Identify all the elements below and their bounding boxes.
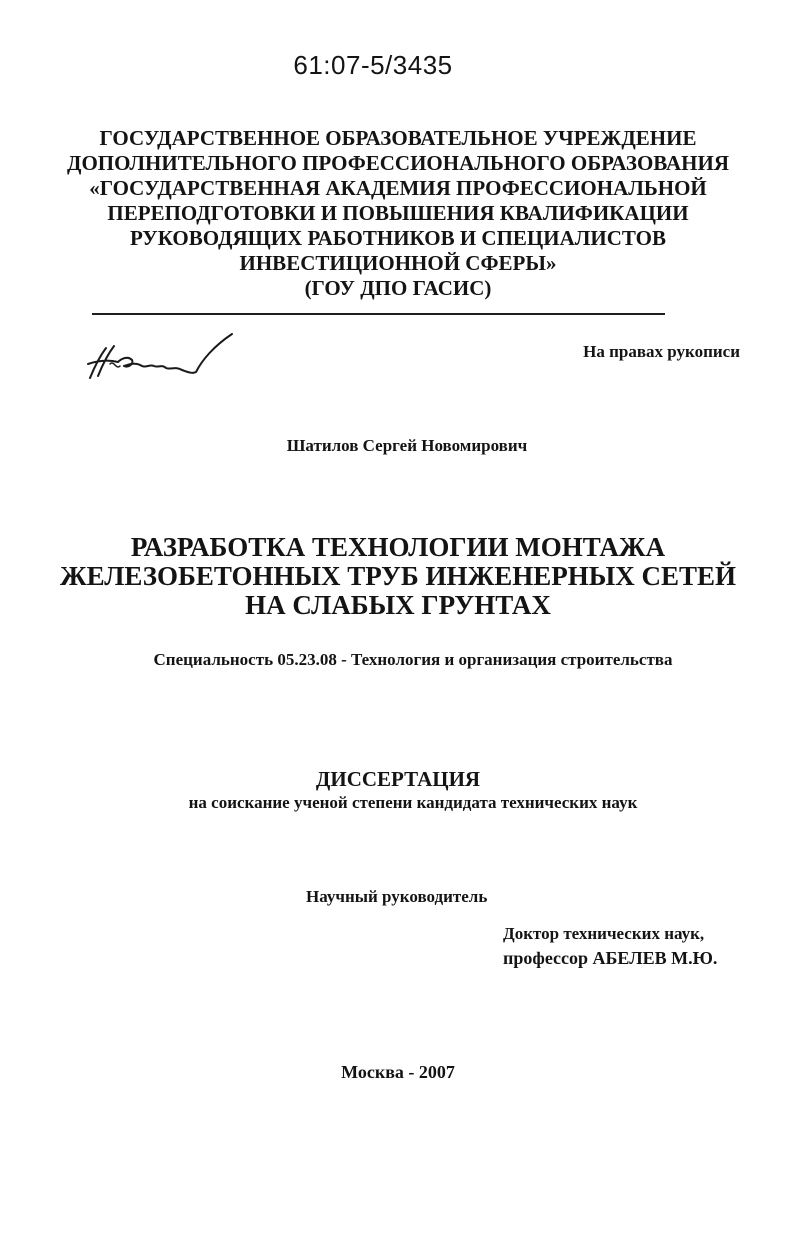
supervisor-heading: Научный руководитель xyxy=(306,887,488,906)
work-type-heading: ДИССЕРТАЦИЯ xyxy=(315,767,481,791)
specialty-line: Специальность 05.23.08 - Технология и организация строительства xyxy=(153,650,673,669)
title-line: РАЗРАБОТКА ТЕХНОЛОГИИ МОНТАЖА xyxy=(130,532,666,562)
institution-line: РУКОВОДЯЩИХ РАБОТНИКОВ И СПЕЦИАЛИСТОВ xyxy=(130,226,666,250)
handwritten-signature xyxy=(80,330,240,390)
institution-line: ПЕРЕПОДГОТОВКИ И ПОВЫШЕНИЯ КВАЛИФИКАЦИИ xyxy=(107,201,689,225)
institution-line: «ГОСУДАРСТВЕННАЯ АКАДЕМИЯ ПРОФЕССИОНАЛЬНОЙ xyxy=(89,176,707,200)
title-line: НА СЛАБЫХ ГРУНТАХ xyxy=(245,590,551,620)
dissertation-title xyxy=(0,533,796,620)
institution-name xyxy=(60,126,736,301)
institution-line: ДОПОЛНИТЕЛЬНОГО ПРОФЕССИОНАЛЬНОГО ОБРАЗОВАНИЯ xyxy=(67,151,729,175)
author-name: Шатилов Сергей Новомирович xyxy=(286,436,528,455)
institution-line: ГОСУДАРСТВЕННОЕ ОБРАЗОВАТЕЛЬНОЕ УЧРЕЖДЕНИЕ xyxy=(99,126,697,150)
title-line: ЖЕЛЕЗОБЕТОННЫХ ТРУБ ИНЖЕНЕРНЫХ СЕТЕЙ xyxy=(59,561,737,591)
manuscript-rights-note: На правах рукописи xyxy=(583,342,740,361)
institution-line: ИНВЕСТИЦИОННОЙ СФЕРЫ» xyxy=(239,251,557,275)
supervisor-details xyxy=(503,922,717,970)
supervisor-degree: Доктор технических наук, xyxy=(503,924,705,943)
degree-purpose: на соискание ученой степени кандидата технических наук xyxy=(188,793,638,812)
place-and-year: Москва - 2007 xyxy=(341,1062,455,1082)
catalog-number: 61:07-5/3435 xyxy=(293,50,453,80)
supervisor-name: профессор АБЕЛЕВ М.Ю. xyxy=(503,948,718,968)
header-divider xyxy=(92,313,665,315)
institution-abbreviation: (ГОУ ДПО ГАСИС) xyxy=(304,276,492,300)
